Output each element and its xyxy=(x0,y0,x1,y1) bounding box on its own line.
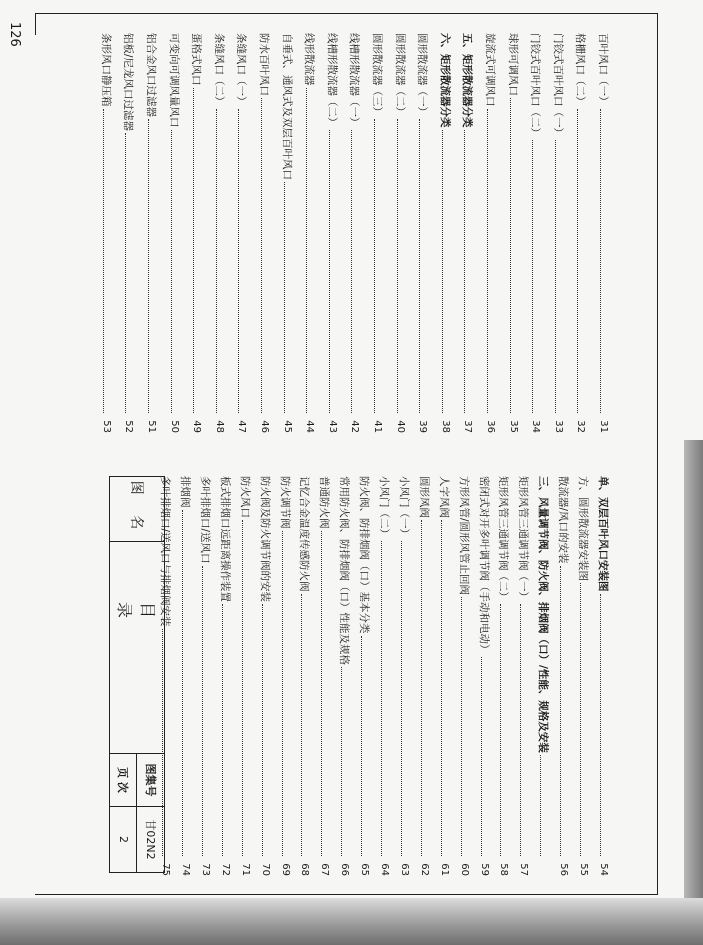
toc-entry-title: 三、风量调节阀、防火阀、排烟阀（口）/性能、规格及安装 xyxy=(537,476,550,753)
toc-entry xyxy=(235,33,255,433)
toc-entry-title: 板式排烟口远距离操作装置 xyxy=(218,476,231,602)
toc-leader-dots xyxy=(148,119,149,413)
toc-entry xyxy=(458,476,478,876)
toc-leader-dots xyxy=(302,594,303,857)
toc-entry xyxy=(597,476,617,876)
toc-leader-dots xyxy=(216,109,217,414)
toc-entry-page: 40 xyxy=(394,420,406,433)
toc-entry xyxy=(281,33,301,433)
toc-entry xyxy=(398,476,418,876)
toc-leader-dots xyxy=(329,130,330,414)
toc-entry-page: 73 xyxy=(200,863,211,876)
toc-entry-title: 旋流式可调风口 xyxy=(484,33,496,107)
toc-leader-dots xyxy=(461,597,462,856)
toc-entry-title: 多叶排烟口/送风口与排烟阀安装 xyxy=(159,476,172,627)
toc-entry xyxy=(484,33,504,433)
toc-entry xyxy=(239,476,259,876)
title-block-name-label: 图 名 xyxy=(110,477,164,542)
toc-entry xyxy=(461,33,481,433)
toc-entry-title: 线槽形散流器（二） xyxy=(325,33,338,128)
toc-entry-page: 64 xyxy=(379,863,391,876)
toc-entry-title: 方、圆形散流器安装图 xyxy=(577,476,590,581)
toc-leader-dots xyxy=(341,667,342,856)
toc-entry-title: 普通防火阀 xyxy=(318,476,331,529)
toc-entry-title: 单、双层百叶风口安装图 xyxy=(597,476,609,592)
table-of-contents xyxy=(97,13,657,876)
toc-entry-page: 32 xyxy=(575,420,587,433)
toc-entry-title: 散流器/风口的安装 xyxy=(557,476,570,564)
toc-entry xyxy=(507,33,527,433)
atlas-label: 图集号 xyxy=(138,754,165,807)
toc-entry-title: 线形散流器 xyxy=(303,33,316,86)
toc-entry-page: 63 xyxy=(399,863,410,876)
toc-leader-dots xyxy=(540,755,541,856)
toc-leader-dots xyxy=(171,130,172,414)
toc-leader-dots xyxy=(381,541,382,856)
toc-entry xyxy=(517,476,537,876)
toc-entry xyxy=(326,33,346,433)
toc-entry xyxy=(378,476,398,876)
toc-entry xyxy=(348,33,368,433)
toc-leader-dots xyxy=(125,133,126,413)
toc-entry-page: 68 xyxy=(299,863,311,876)
toc-leader-dots xyxy=(103,109,104,414)
toc-entry-page: 38 xyxy=(439,420,451,433)
toc-entry-page: 35 xyxy=(507,420,519,433)
toc-entry-page: 65 xyxy=(359,863,371,876)
toc-entry xyxy=(259,476,279,876)
toc-leader-dots xyxy=(441,520,442,856)
toc-entry-title: 多叶排烟口/送风口 xyxy=(199,476,211,564)
toc-entry-page: 34 xyxy=(530,420,542,433)
binding-shadow xyxy=(684,440,703,900)
toc-leader-dots xyxy=(284,182,285,413)
toc-entry-page: 50 xyxy=(168,420,180,433)
toc-entry-title: 蛋格式风口 xyxy=(190,33,203,86)
toc-entry-title: 线槽形散流器（一） xyxy=(348,33,361,128)
toc-leader-dots xyxy=(510,98,511,413)
toc-entry-page: 44 xyxy=(304,420,316,433)
toc-leader-dots xyxy=(374,119,375,413)
toc-leader-dots xyxy=(600,594,601,857)
toc-leader-dots xyxy=(282,531,283,857)
page-value: 2 xyxy=(116,836,130,843)
toc-entry-page: 70 xyxy=(259,863,271,876)
toc-entry-page: 57 xyxy=(518,863,530,876)
toc-entry-page: 37 xyxy=(462,420,474,433)
toc-entry xyxy=(498,476,518,876)
toc-entry xyxy=(168,33,188,433)
toc-leader-dots xyxy=(261,98,262,413)
toc-entry xyxy=(338,476,358,876)
toc-leader-dots xyxy=(577,109,578,414)
toc-entry xyxy=(199,476,219,876)
toc-entry-title: 防火阀及防火调节阀的安装 xyxy=(258,476,271,602)
title-block-title: 目 录 xyxy=(115,602,157,679)
toc-entry-page: 60 xyxy=(458,863,470,876)
toc-entry xyxy=(145,33,165,433)
toc-entry-page: 69 xyxy=(279,863,291,876)
toc-entry-page: 46 xyxy=(259,420,270,433)
toc-entry-page: 45 xyxy=(281,420,293,433)
toc-leader-dots xyxy=(193,88,194,414)
toc-entry xyxy=(358,476,378,876)
toc-entry-page: 54 xyxy=(598,863,609,876)
toc-leader-dots xyxy=(401,541,402,856)
toc-entry xyxy=(219,476,239,876)
toc-entry-title: 圆形散流器（二） xyxy=(393,33,406,117)
toc-entry-page: 53 xyxy=(100,420,112,433)
toc-leader-dots xyxy=(421,520,422,856)
title-block-meta xyxy=(110,753,164,872)
toc-entry xyxy=(318,476,338,876)
toc-entry-title: 圆形散流器（三） xyxy=(371,33,383,117)
toc-leader-dots xyxy=(306,88,307,414)
toc-entry-page: 52 xyxy=(123,420,135,433)
toc-entry xyxy=(529,33,549,433)
toc-entry-title: 防火调节阀 xyxy=(278,476,291,529)
toc-entry xyxy=(557,476,577,876)
toc-entry-page: 66 xyxy=(339,863,351,876)
toc-entry-page: 43 xyxy=(326,420,338,433)
toc-leader-dots xyxy=(202,566,203,856)
toc-entry-title: 自垂式、通风式及双层百叶风口 xyxy=(280,33,293,180)
toc-entry-page: 41 xyxy=(372,420,383,433)
toc-leader-dots xyxy=(532,140,533,413)
toc-entry-page: 47 xyxy=(236,420,248,433)
scan-edge-shadow xyxy=(0,898,703,945)
toc-entry-title: 人字风阀 xyxy=(437,476,450,518)
toc-entry-page: 42 xyxy=(349,420,361,433)
toc-entry-title: 矩形风管三通调节阀（二） xyxy=(497,476,510,602)
toc-leader-dots xyxy=(238,109,239,414)
toc-entry-page: 71 xyxy=(239,863,251,876)
toc-leader-dots xyxy=(351,130,352,414)
toc-entry-page: 33 xyxy=(552,420,564,433)
toc-leader-dots xyxy=(182,510,183,857)
toc-leader-dots xyxy=(262,604,263,856)
toc-leader-dots xyxy=(600,109,601,414)
toc-entry-title: 记忆合金温度传感防火阀 xyxy=(298,476,311,592)
toc-entry-page: 49 xyxy=(191,420,203,433)
toc-leader-dots xyxy=(555,140,556,413)
toc-leader-dots xyxy=(487,109,488,414)
toc-entry-page: 58 xyxy=(498,863,510,876)
toc-leader-dots xyxy=(481,657,482,857)
toc-entry-title: 圆形风阀 xyxy=(417,476,430,518)
toc-entry-page: 74 xyxy=(180,863,192,876)
toc-entry xyxy=(371,33,391,433)
toc-entry-page: 31 xyxy=(598,420,609,433)
toc-entry xyxy=(299,476,319,876)
toc-entry xyxy=(100,33,120,433)
toc-entry xyxy=(438,476,458,876)
toc-leader-dots xyxy=(442,130,443,414)
atlas-row xyxy=(138,754,165,872)
title-block xyxy=(109,476,165,873)
toc-entry xyxy=(597,33,617,433)
frame-corner-mark xyxy=(35,13,36,35)
toc-entry-page: 55 xyxy=(578,863,590,876)
toc-entry xyxy=(552,33,572,433)
page-number: 126 xyxy=(7,22,22,47)
toc-entry xyxy=(478,476,498,876)
toc-entry-title: 密闭式对开多叶调节阀（手动和电动） xyxy=(477,476,490,655)
toc-entry-title: 常用防火阀、防排烟阀（口）性能及规格 xyxy=(338,476,351,665)
toc-entry-page: 75 xyxy=(160,863,172,876)
toc-entry-page: 39 xyxy=(417,420,429,433)
page-label: 页 次 xyxy=(110,754,137,807)
page-row xyxy=(110,754,138,872)
toc-leader-dots xyxy=(397,119,398,413)
toc-entry-page: 62 xyxy=(418,863,430,876)
toc-entry xyxy=(303,33,323,433)
toc-entry-page: 48 xyxy=(213,420,225,433)
toc-leader-dots xyxy=(321,531,322,857)
toc-entry-page: 36 xyxy=(485,420,496,433)
toc-entry-title: 矩形风管三通调节阀（一） xyxy=(517,476,530,602)
toc-entry-title: 条缝风口（一） xyxy=(235,33,248,107)
toc-entry xyxy=(258,33,278,433)
toc-entry-title: 五、矩形散流器分类 xyxy=(461,33,474,128)
toc-entry-page: 67 xyxy=(319,863,331,876)
toc-entry-page: 59 xyxy=(478,863,490,876)
toc-entry-title: 排烟阀 xyxy=(179,476,192,508)
toc-entry-title: 小风门（一） xyxy=(398,476,410,539)
toc-entry xyxy=(574,33,594,433)
toc-leader-dots xyxy=(361,636,362,857)
toc-entry-title: 铝合金风口过滤器 xyxy=(145,33,157,117)
toc-entry-title: 门铰式百叶风口（二） xyxy=(529,33,542,138)
toc-leader-dots xyxy=(419,119,420,413)
toc-leader-dots xyxy=(464,130,465,414)
toc-entry-title: 六、矩形散流器分类 xyxy=(438,33,451,128)
toc-entry xyxy=(213,33,233,433)
toc-leader-dots xyxy=(242,520,243,856)
toc-entry-page: 72 xyxy=(219,863,231,876)
toc-leader-dots xyxy=(580,583,581,856)
toc-entry xyxy=(439,33,459,433)
toc-entry-title: 条形风口静压箱 xyxy=(99,33,112,107)
toc-entry-title: 铝板/尼龙风口过滤器 xyxy=(122,33,135,132)
toc-entry xyxy=(537,476,557,876)
toc-entry-title: 球形可调风口 xyxy=(506,33,519,96)
toc-entry xyxy=(279,476,299,876)
toc-leader-dots xyxy=(501,604,502,856)
toc-entry-title: 防火阀、防排烟阀（口）基本分类 xyxy=(358,476,371,634)
toc-entry xyxy=(122,33,142,433)
toc-entry-title: 防火风口 xyxy=(238,476,251,518)
toc-entry xyxy=(179,476,199,876)
toc-entry-title: 圆形散流器（一） xyxy=(416,33,429,117)
toc-entry-title: 百叶风口（一） xyxy=(597,33,609,107)
toc-entry-title: 小风门（二） xyxy=(378,476,391,539)
toc-entry xyxy=(418,476,438,876)
toc-entry xyxy=(416,33,436,433)
toc-leader-dots xyxy=(520,604,521,856)
toc-entry-title: 条缝风口（二） xyxy=(212,33,225,107)
toc-leader-dots xyxy=(222,604,223,856)
toc-entry xyxy=(190,33,210,433)
toc-entry-page: 51 xyxy=(146,420,157,433)
atlas-value: 甘02N2 xyxy=(143,819,157,860)
toc-entry xyxy=(577,476,597,876)
toc-leader-dots xyxy=(560,566,561,856)
toc-entry-title: 可变向可调风量风口 xyxy=(167,33,180,128)
toc-entry-page: 56 xyxy=(558,863,570,876)
toc-entry-title: 门铰式百叶风口（一） xyxy=(551,33,564,138)
toc-entry-title: 防水百叶风口 xyxy=(258,33,270,96)
toc-entry-title: 格栅风口（二） xyxy=(574,33,587,107)
toc-entry xyxy=(394,33,414,433)
toc-entry-title: 方形风管/圆形风管止回阀 xyxy=(457,476,470,596)
toc-entry-page: 61 xyxy=(438,863,450,876)
